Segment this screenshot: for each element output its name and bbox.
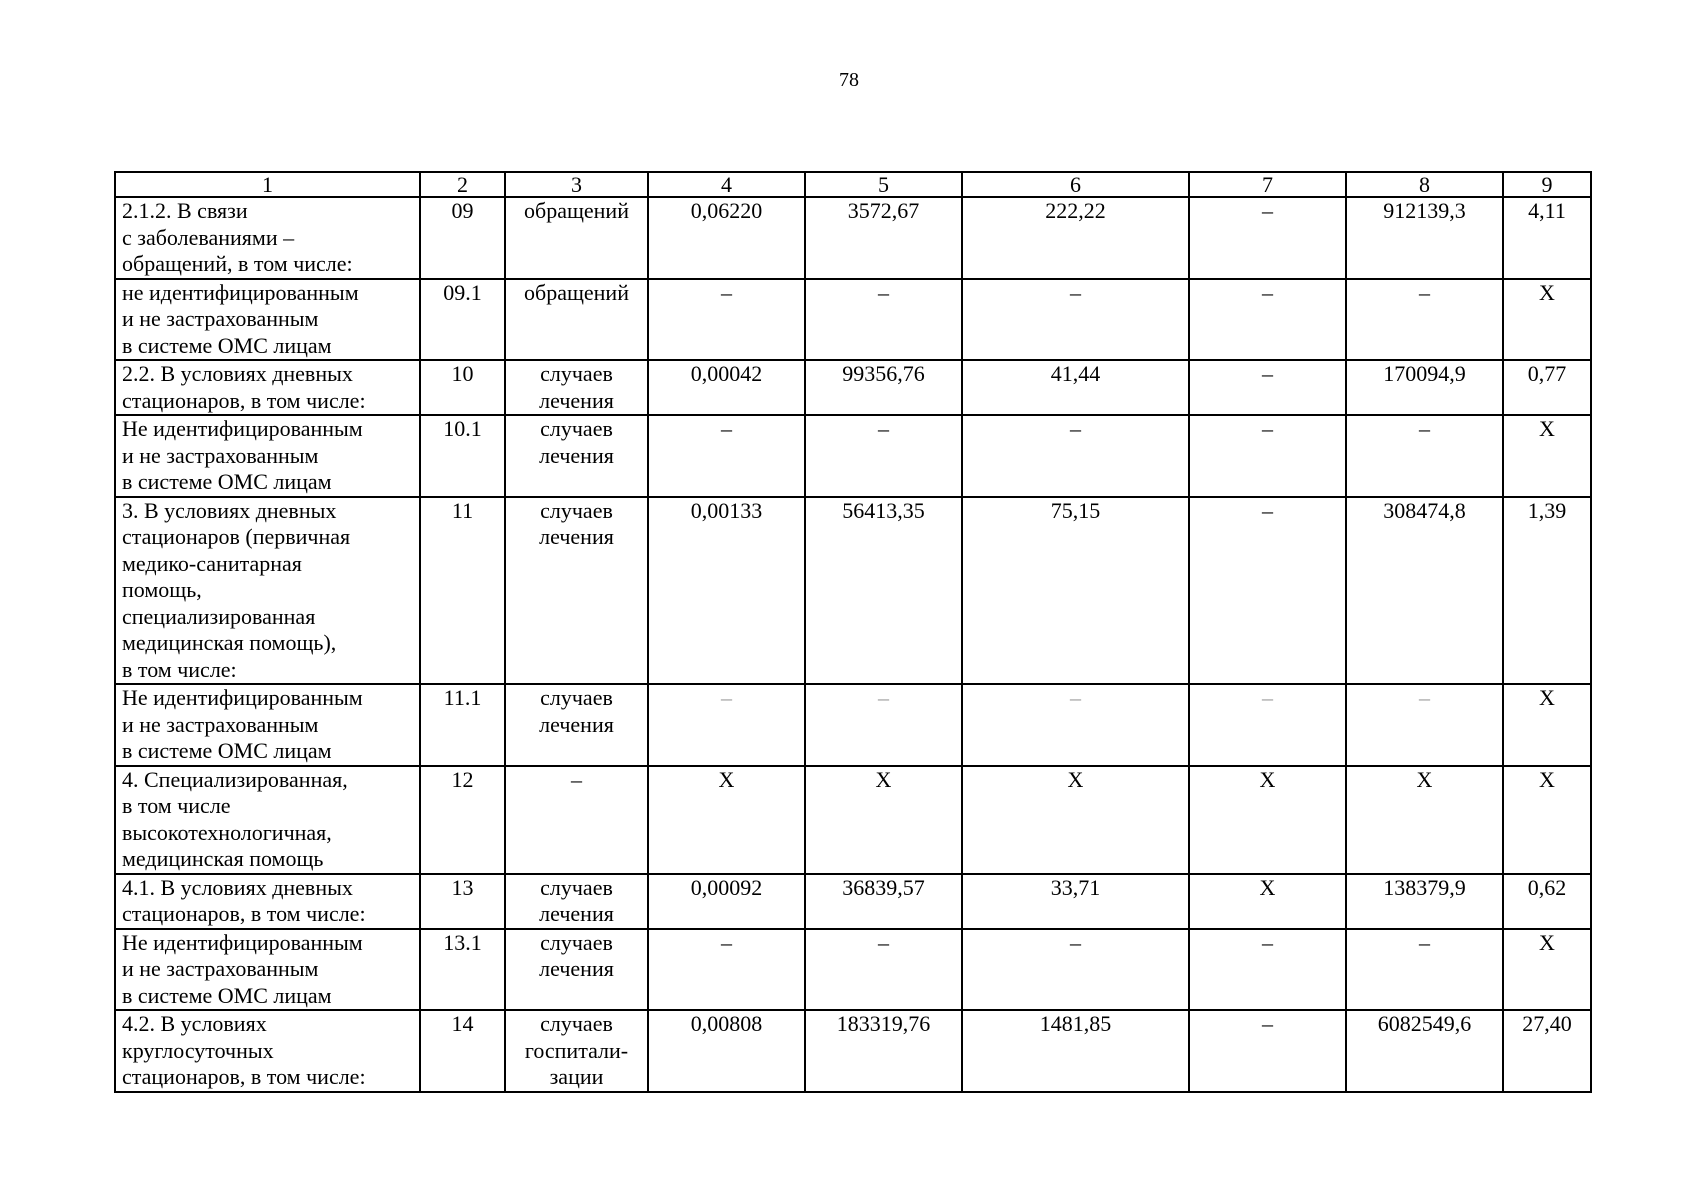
table-cell [962, 197, 1189, 279]
table-cell [1503, 684, 1591, 766]
cell-text: 14 [451, 1011, 474, 1036]
cell-text: 11.1 [443, 685, 482, 710]
cell-text: 12 [451, 766, 474, 792]
cell-text: 0,62 [1527, 874, 1567, 900]
table-cell [1503, 279, 1591, 361]
cell-text: 4.2. В условиях круглосуточных стационаров, в том числе: [122, 1011, 366, 1089]
table-cell [1346, 415, 1503, 497]
table-cell [805, 929, 962, 1011]
column-number-cell: 2 [420, 172, 505, 197]
table-row [115, 279, 1591, 361]
table-cell [1189, 415, 1346, 497]
cell-text: 36839,57 [842, 874, 925, 900]
cell-text: случаев лечения [539, 361, 614, 413]
table-cell [505, 929, 648, 1011]
cell-text: – [1262, 279, 1273, 305]
table-cell [505, 197, 648, 279]
cell-text: 2.1.2. В связи с заболеваниями – обращений, в том числе: [122, 198, 353, 276]
table-cell [505, 684, 648, 766]
table-cell [420, 197, 505, 279]
table-cell [805, 279, 962, 361]
table-cell [505, 1010, 648, 1092]
table-cell [420, 279, 505, 361]
cell-text: Х [1259, 766, 1276, 792]
table-cell [420, 1010, 505, 1092]
cell-text: 33,71 [1050, 874, 1101, 900]
table-cell [1346, 197, 1503, 279]
cell-text: 183319,76 [836, 1011, 931, 1036]
table-cell [505, 497, 648, 685]
table-cell [805, 766, 962, 874]
cell-text: Не идентифицированным и не застрахованным в системе ОМС лицам [122, 929, 363, 1008]
table-row [115, 1010, 1591, 1092]
table-cell [1346, 497, 1503, 685]
page-number: 78 [839, 69, 859, 91]
cell-text: – [878, 279, 889, 305]
column-number-row [115, 172, 1591, 197]
table-cell [962, 684, 1189, 766]
cell-text: 3. В условиях дневных стационаров (первичная медико-санитарная помощь, специализированная медицинская помощь), в том числе: [122, 497, 351, 682]
table-cell [1346, 360, 1503, 415]
cell-text: Не идентифицированным и не застрахованным в системе ОМС лицам [122, 685, 363, 763]
table-cell [1503, 929, 1591, 1011]
cell-text: – [1262, 1011, 1273, 1036]
cell-text: 170094,9 [1383, 361, 1466, 386]
table-cell [1189, 497, 1346, 685]
cell-text: – [1262, 497, 1273, 523]
table-row [115, 415, 1591, 497]
cell-text: не идентифицированным и не застрахованным в системе ОМС лицам [122, 279, 359, 358]
cell-text: обращений [524, 279, 629, 305]
table-cell [805, 360, 962, 415]
table-cell [505, 360, 648, 415]
cell-text: 308474,8 [1383, 497, 1466, 523]
table-cell [505, 279, 648, 361]
table-cell [648, 766, 805, 874]
table-row [115, 360, 1591, 415]
table-cell [1189, 874, 1346, 929]
cell-text: – [1262, 685, 1273, 710]
cell-text: Х [1067, 766, 1084, 792]
cell-text: 11 [451, 497, 474, 523]
table-cell [648, 874, 805, 929]
table-row [115, 766, 1591, 874]
column-number-cell: 1 [115, 172, 420, 197]
table-cell [962, 929, 1189, 1011]
cell-text: 1481,85 [1039, 1011, 1112, 1036]
table-cell [1189, 360, 1346, 415]
column-number-cell: 9 [1503, 172, 1591, 197]
cell-text: 09 [451, 198, 474, 223]
cell-text: 56413,35 [842, 497, 925, 523]
column-number-cell: 5 [805, 172, 962, 197]
row-label-cell [115, 197, 420, 279]
cell-text: 13 [451, 874, 474, 900]
column-number-cell: 3 [505, 172, 648, 197]
column-number-cell: 4 [648, 172, 805, 197]
cell-text: Х [1539, 766, 1555, 792]
cell-text: 4,11 [1528, 198, 1566, 223]
table-cell [1503, 360, 1591, 415]
table-cell [1346, 874, 1503, 929]
table-cell [648, 497, 805, 685]
table-cell [805, 874, 962, 929]
cell-text: 0,00808 [690, 1011, 763, 1036]
table-cell [420, 929, 505, 1011]
cell-text: – [1262, 361, 1273, 386]
table-cell [648, 279, 805, 361]
cell-text: Х [1539, 929, 1555, 955]
cell-text: – [1262, 416, 1273, 441]
table-cell [1346, 684, 1503, 766]
cell-text: 09.1 [443, 279, 482, 305]
table-row [115, 874, 1591, 929]
cell-text: случаев госпитали- зации [524, 1011, 629, 1089]
cell-text: 4.1. В условиях дневных стационаров, в том числе: [122, 874, 366, 926]
table-cell [962, 1010, 1189, 1092]
column-number-cell: 7 [1189, 172, 1346, 197]
table-cell [962, 874, 1189, 929]
cell-text: – [721, 416, 732, 441]
table-cell [805, 415, 962, 497]
cell-text: – [721, 929, 732, 955]
table-cell [1346, 279, 1503, 361]
cell-text: 1,39 [1527, 497, 1567, 523]
table-cell [420, 684, 505, 766]
table-cell [505, 766, 648, 874]
table-cell [962, 497, 1189, 685]
cell-text: Х [1539, 279, 1555, 305]
table-cell [1189, 766, 1346, 874]
table-cell [1189, 1010, 1346, 1092]
cell-text: 0,06220 [690, 198, 763, 223]
column-number-cell: 8 [1346, 172, 1503, 197]
cell-text: Х [1539, 416, 1555, 441]
cell-text: 10.1 [443, 416, 482, 441]
table-cell [648, 929, 805, 1011]
table-cell [1346, 929, 1503, 1011]
table-cell [505, 415, 648, 497]
cell-text: обращений [524, 198, 629, 223]
table-cell [962, 360, 1189, 415]
table-cell [1346, 766, 1503, 874]
cell-text: – [1419, 929, 1430, 955]
table-cell [420, 497, 505, 685]
table-cell [1503, 766, 1591, 874]
table-cell [420, 360, 505, 415]
row-label-cell [115, 279, 420, 361]
cell-text: – [1070, 279, 1081, 305]
row-label-cell [115, 415, 420, 497]
table-cell [1503, 1010, 1591, 1092]
table-cell [805, 684, 962, 766]
table-cell [648, 360, 805, 415]
cell-text: 222,22 [1045, 198, 1106, 223]
table-cell [1189, 929, 1346, 1011]
row-label-cell [115, 360, 420, 415]
table-cell [505, 874, 648, 929]
cell-text: Х [718, 766, 735, 792]
row-label-cell [115, 1010, 420, 1092]
cell-text: Х [1259, 874, 1276, 900]
row-label-cell [115, 684, 420, 766]
cell-text: 3572,67 [847, 198, 920, 223]
row-label-cell [115, 874, 420, 929]
table-cell [962, 279, 1189, 361]
cell-text: – [1070, 929, 1081, 955]
table-cell [962, 766, 1189, 874]
table-row [115, 684, 1591, 766]
cell-text: случаев лечения [539, 874, 614, 926]
table-cell [648, 684, 805, 766]
cell-text: – [1262, 929, 1273, 955]
cell-text: – [721, 279, 732, 305]
cell-text: – [878, 685, 889, 710]
table-cell [420, 766, 505, 874]
cell-text: Х [1539, 685, 1555, 710]
table-cell [648, 415, 805, 497]
row-label-cell [115, 766, 420, 874]
cell-text: – [878, 929, 889, 955]
cell-text: – [1070, 685, 1081, 710]
cell-text: 138379,9 [1383, 874, 1466, 900]
cell-text: случаев лечения [539, 685, 614, 737]
data-table [114, 171, 1592, 1093]
cell-text: – [1070, 416, 1081, 441]
table-cell [1189, 197, 1346, 279]
cell-text: Х [1416, 766, 1433, 792]
table-cell [648, 197, 805, 279]
table-cell [962, 415, 1189, 497]
cell-text: 13.1 [443, 929, 482, 955]
cell-text: Х [875, 766, 892, 792]
table-cell [805, 497, 962, 685]
cell-text: 27,40 [1522, 1011, 1572, 1036]
cell-text: Не идентифицированным и не застрахованным в системе ОМС лицам [122, 416, 363, 494]
table-row [115, 929, 1591, 1011]
cell-text: 912139,3 [1383, 198, 1466, 223]
cell-text: – [721, 685, 732, 710]
table-cell [1189, 279, 1346, 361]
column-number-cell: 6 [962, 172, 1189, 197]
table-cell [805, 197, 962, 279]
row-label-cell [115, 497, 420, 685]
cell-text: 0,00133 [690, 497, 763, 523]
table-cell [1189, 684, 1346, 766]
cell-text: случаев лечения [539, 497, 614, 549]
table-cell [1503, 874, 1591, 929]
cell-text: 41,44 [1050, 361, 1101, 386]
cell-text: – [1419, 685, 1430, 710]
cell-text: – [1419, 416, 1430, 441]
cell-text: 10 [451, 361, 474, 386]
table-cell [420, 874, 505, 929]
cell-text: случаев лечения [539, 416, 614, 468]
cell-text: 75,15 [1050, 497, 1101, 523]
table-row [115, 497, 1591, 685]
cell-text: случаев лечения [539, 929, 614, 981]
table-cell [1503, 197, 1591, 279]
cell-text: 4. Специализированная, в том числе высокотехнологичная, медицинская помощь [122, 766, 348, 871]
table-cell [1503, 497, 1591, 685]
table-cell [1503, 415, 1591, 497]
table-row [115, 197, 1591, 279]
cell-text: 0,00092 [690, 874, 763, 900]
cell-text: – [1419, 279, 1430, 305]
row-label-cell [115, 929, 420, 1011]
cell-text: – [878, 416, 889, 441]
cell-text: 0,00042 [690, 361, 763, 386]
table-cell [420, 415, 505, 497]
table-cell [648, 1010, 805, 1092]
table-cell [805, 1010, 962, 1092]
table-cell [1346, 1010, 1503, 1092]
cell-text: 0,77 [1527, 361, 1567, 386]
cell-text: 6082549,6 [1377, 1011, 1472, 1036]
cell-text: 99356,76 [842, 361, 925, 386]
cell-text: – [1262, 198, 1273, 223]
cell-text: 2.2. В условиях дневных стационаров, в том числе: [122, 361, 366, 413]
cell-text: – [571, 766, 582, 792]
